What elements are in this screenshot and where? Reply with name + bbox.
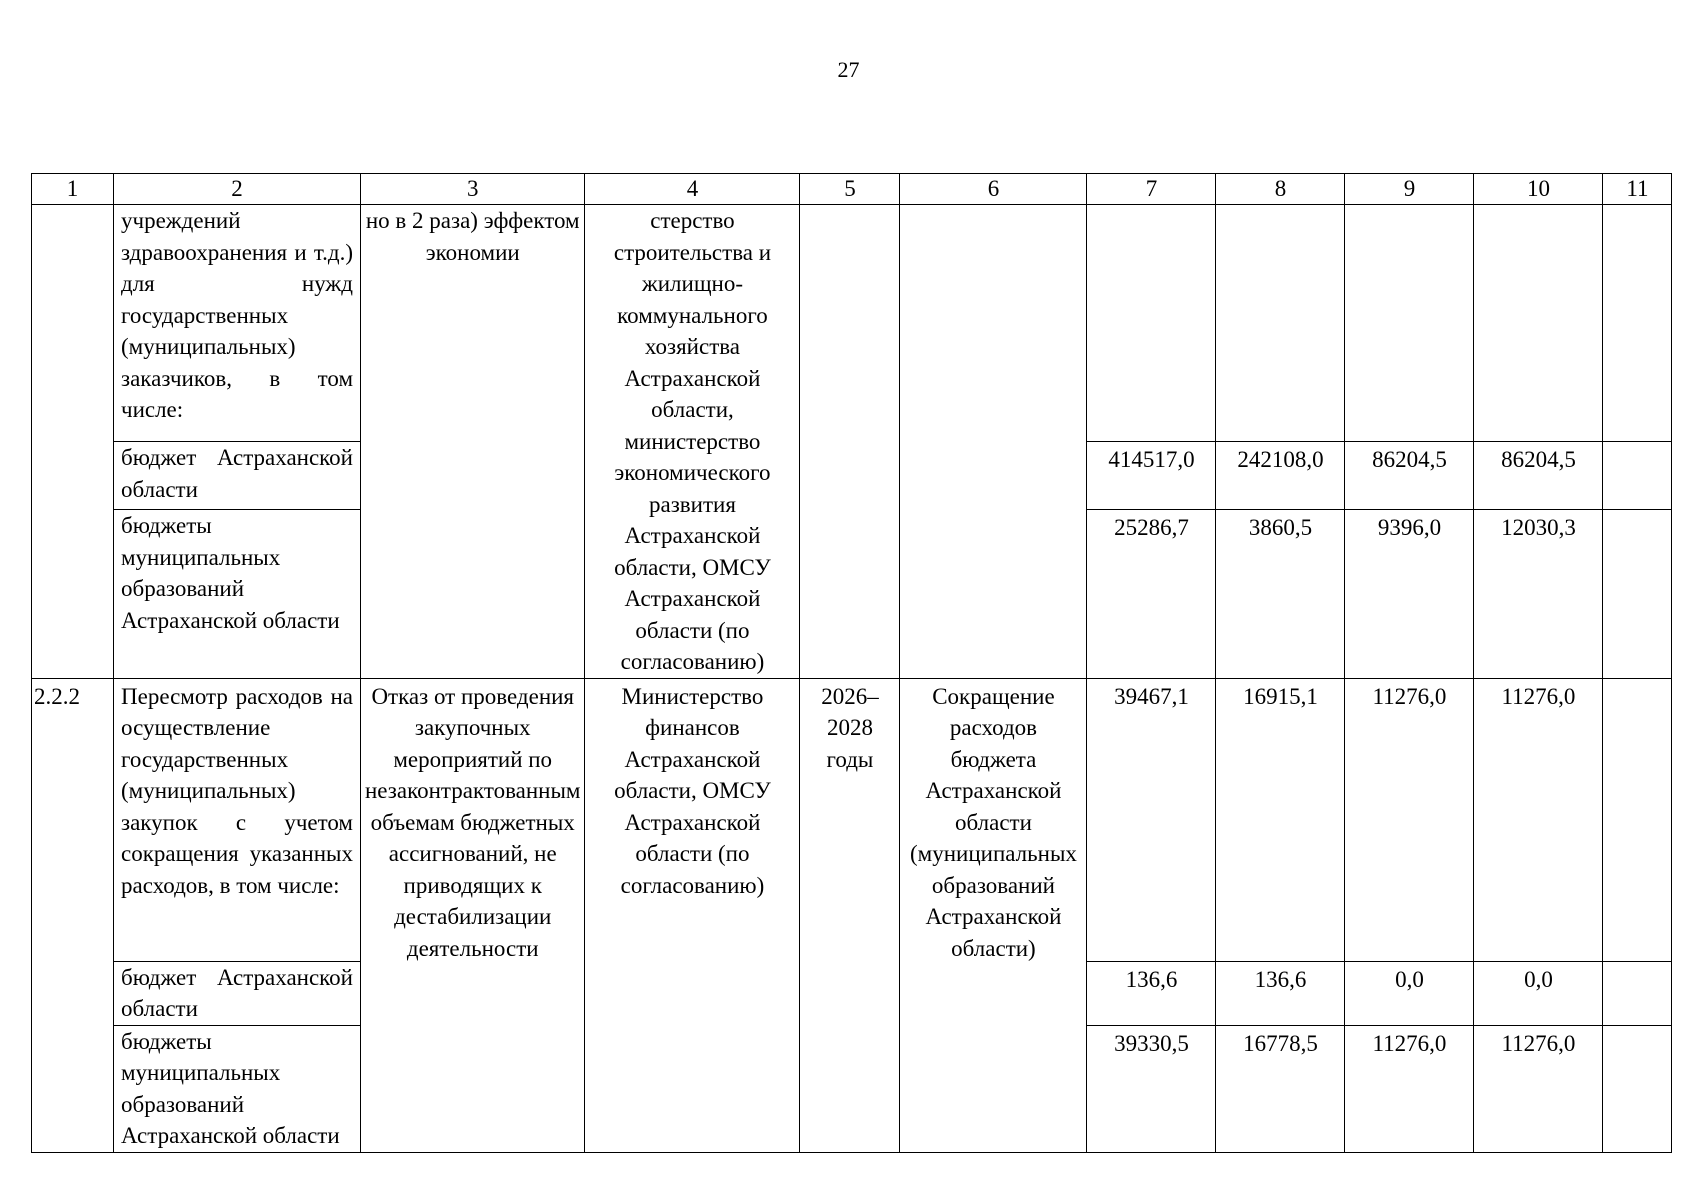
column-number: 5 [800,174,900,205]
value-cell: 136,6 [1216,961,1345,1025]
value-cell [1345,205,1474,442]
value-cell: 11276,0 [1345,1025,1474,1152]
value-cell [1603,678,1672,961]
value-cell: 414517,0 [1087,442,1216,510]
value-cell: 136,6 [1087,961,1216,1025]
column-number: 9 [1345,174,1474,205]
indicator-cell: Сокращение расходов бюджета Астраханской области (муниципальных образований Астраханской области) [900,678,1087,1152]
value-cell: 12030,3 [1474,510,1603,678]
expected-result-cell: Отказ от проведения закупочных мероприятий по незаконтрактованным объемам бюджетных ассигнований, не приводящих к дестабилизации деятельности [361,678,585,1152]
period-cell: 2026–2028 годы [800,678,900,1152]
indicator-cell [900,205,1087,679]
column-number: 7 [1087,174,1216,205]
value-cell: 16915,1 [1216,678,1345,961]
value-cell [1216,205,1345,442]
item-number-cell [32,205,114,679]
budget-source-cell: бюджеты муниципальных образований Астраханской области [114,1025,361,1152]
value-cell: 0,0 [1474,961,1603,1025]
value-cell [1603,442,1672,510]
column-number: 11 [1603,174,1672,205]
value-cell: 25286,7 [1087,510,1216,678]
measure-name-cell: учреждений здравоохранения и т.д.) для нужд государственных (муниципальных) заказчиков, в том числе: [114,205,361,442]
budget-source-cell: бюджет Астраханской области [114,961,361,1025]
item-number-cell: 2.2.2 [32,678,114,1152]
value-cell: 242108,0 [1216,442,1345,510]
value-cell: 11276,0 [1474,678,1603,961]
value-cell: 39467,1 [1087,678,1216,961]
value-cell: 11276,0 [1345,678,1474,961]
value-cell [1603,510,1672,678]
measures-table [31,173,1672,1153]
value-cell: 86204,5 [1345,442,1474,510]
value-cell [1087,205,1216,442]
column-number: 3 [361,174,585,205]
responsible-cell: Министерство финансов Астраханской области, ОМСУ Астраханской области (по согласованию) [585,678,800,1152]
value-cell: 11276,0 [1474,1025,1603,1152]
column-number: 10 [1474,174,1603,205]
table-row [32,678,1672,961]
budget-source-cell: бюджеты муниципальных образований Астраханской области [114,510,361,678]
column-numbers-row [32,174,1672,205]
budget-source-cell: бюджет Астраханской области [114,442,361,510]
page-number: 27 [837,57,860,82]
value-cell: 16778,5 [1216,1025,1345,1152]
expected-result-cell: но в 2 раза) эффектом экономии [361,205,585,679]
responsible-cell: стерство строительства и жилищно-коммунального хозяйства Астраханской области, министерство экономического развития Астраханской области, ОМСУ Астраханской области (по согласованию) [585,205,800,679]
value-cell: 9396,0 [1345,510,1474,678]
column-number: 6 [900,174,1087,205]
measure-name-cell: Пересмотр расходов на осуществление государственных (муниципальных) закупок с учетом сокращения указанных расходов, в том числе: [114,678,361,961]
period-cell [800,205,900,679]
value-cell [1603,1025,1672,1152]
value-cell: 3860,5 [1216,510,1345,678]
table-row [32,205,1672,442]
value-cell [1603,961,1672,1025]
column-number: 8 [1216,174,1345,205]
column-number: 1 [32,174,114,205]
value-cell: 39330,5 [1087,1025,1216,1152]
value-cell [1474,205,1603,442]
value-cell: 0,0 [1345,961,1474,1025]
column-number: 4 [585,174,800,205]
value-cell: 86204,5 [1474,442,1603,510]
value-cell [1603,205,1672,442]
column-number: 2 [114,174,361,205]
